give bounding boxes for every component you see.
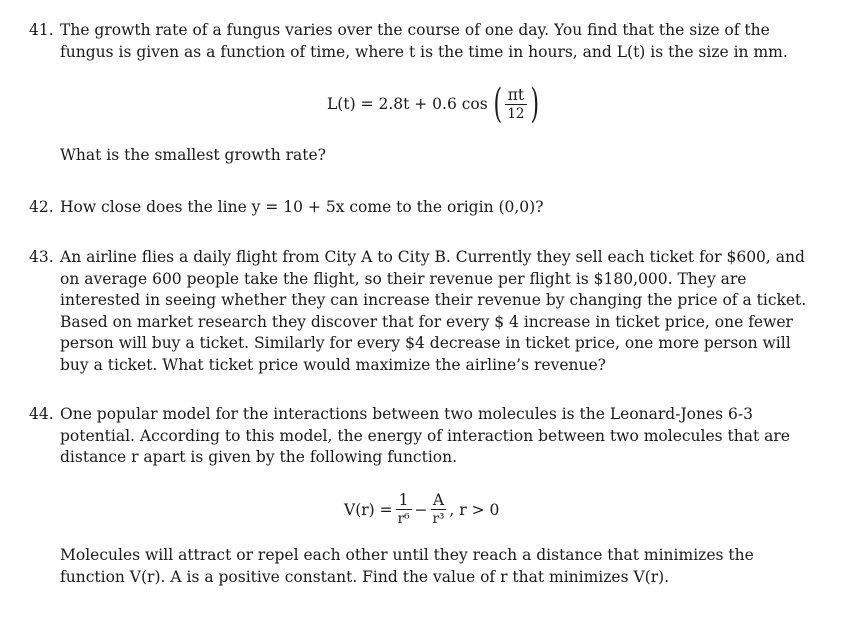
problem-44: [29, 404, 809, 469]
problem-text: The growth rate of a fungus varies over the course of one day. You find that the size of the fungus is given as a function of time, where t is the time in hours, and L(t) is the size in mm.: [60, 21, 788, 61]
equation-tail: , r > 0: [449, 500, 500, 519]
problem-text: How close does the line y = 10 + 5x come to the origin (0,0)?: [60, 198, 544, 216]
fraction-denominator: r⁶: [397, 511, 410, 527]
fraction-denominator: r³: [432, 511, 445, 527]
problem-text: One popular model for the interactions between two molecules is the Leonard-Jones 6-3 potential. According to this model, the energy of interaction between two molecules that are distance r apart is given by the following function.: [60, 405, 790, 466]
equation-fraction: [505, 86, 526, 123]
problem-41-question: [29, 145, 809, 167]
equation-open-paren: (: [493, 81, 502, 127]
equation-fungus-size: [327, 81, 539, 127]
problem-number: 44.: [29, 405, 54, 423]
equation-lhs: L(t) = 2.8t + 0.6 cos: [327, 95, 488, 113]
equation-fraction-1: [396, 491, 412, 528]
equation-potential: [344, 491, 499, 528]
problem-43: [29, 247, 809, 376]
equation-close-paren: ): [530, 81, 539, 127]
problem-question: Molecules will attract or repel each other until they reach a distance that minimizes the function V(r). A is a positive constant. Find the value of r that minimizes V(r).: [60, 546, 754, 586]
problem-number: 43.: [29, 248, 54, 266]
equation-fraction-2: [431, 491, 447, 528]
fraction-numerator: A: [432, 491, 445, 509]
fraction-numerator: 1: [398, 491, 409, 509]
equation-minus: −: [414, 500, 428, 519]
equation-lhs: V(r) =: [344, 500, 393, 519]
problem-42: [29, 197, 809, 219]
fraction-denominator: 12: [507, 105, 525, 122]
problem-text: An airline flies a daily flight from City A to City B. Currently they sell each ticket for $600, and on average 600 people take the flight, so their revenue per flight is $180,000. They are interested in seeing whether they can increase their revenue by changing the price of a ticket. Based on market research they discover that for every $ 4 increase in ticket price, one fewer person will buy a ticket. Similarly for every $4 decrease in ticket price, one more person will buy a ticket. What ticket price would maximize the airline’s revenue?: [60, 248, 807, 374]
problem-number: 41.: [29, 21, 54, 39]
problem-44-question: [29, 545, 809, 588]
problem-41: [29, 20, 809, 63]
fraction-numerator: πt: [507, 85, 525, 104]
problem-number: 42.: [29, 198, 54, 216]
problem-question: What is the smallest growth rate?: [60, 146, 326, 164]
